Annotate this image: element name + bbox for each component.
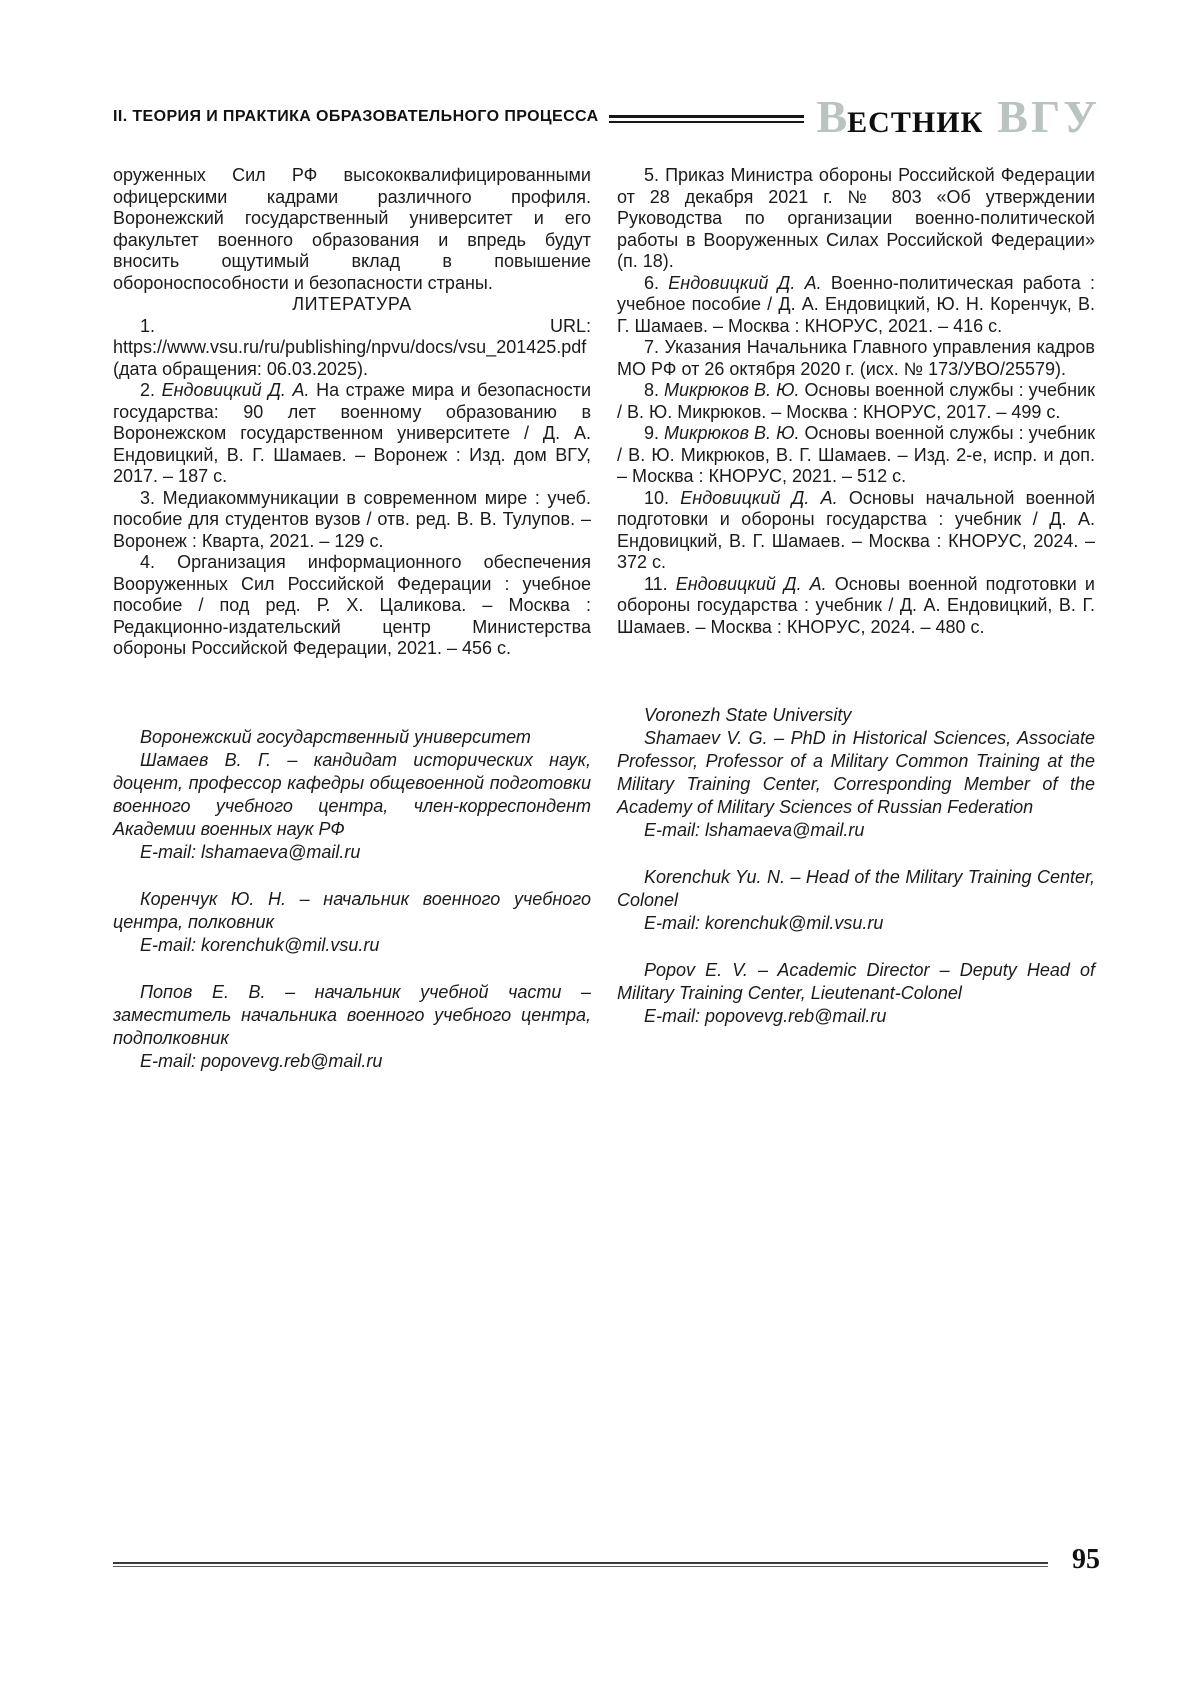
author-entry-popov-en <box>617 959 1095 1028</box>
reference-text: Военно-политическая работа : учебное пособие / Д. А. Ендовицкий, Ю. Н. Коренчук, В. Г. Шамаев. – Москва : КНОРУС, 2021. – 416 с. <box>617 272 1096 336</box>
author-entry-shamaev-en <box>617 727 1095 842</box>
affiliation-ru: Воронежский государственный университет <box>140 726 531 747</box>
reference-text: Медиакоммуникации в современном мире : учеб. пособие для студентов вузов / отв. ред. В. В. Тулупов. – Воронеж : Кварта, 2021. – 129 с. <box>113 487 591 551</box>
reference-text: URL: https://www.vsu.ru/ru/publishing/npvu/docs/vsu_201425.pdf (дата обращения: 06.03.2025). <box>113 315 591 379</box>
logo-initial-letter: В <box>816 91 848 142</box>
author-description: Shamaev V. G. – PhD in Historical Sciences, Associate Professor, Professor of a Military Common Training at the Military Training Center, Corresponding Member of the Academy of Military Sciences of Russian Federation <box>617 728 1095 817</box>
authors-info-en <box>617 704 1095 1028</box>
reference-number: 9. <box>644 423 665 443</box>
reference-item-3 <box>113 488 591 553</box>
reference-text: На страже мира и безопасности государства: 90 лет военному образованию в Воронежском государственном университете / Д. А. Ендовицкий, В. Г. Шамаев. – Воронеж : Изд. дом ВГУ, 2017. – 187 с. <box>113 380 592 486</box>
reference-item-10 <box>617 488 1095 574</box>
left-column <box>113 165 591 1073</box>
affiliation-en: Voronezh State University <box>644 705 852 725</box>
reference-item-1 <box>113 316 591 381</box>
author-email: E-mail: lshamaeva@mail.ru <box>140 841 361 862</box>
reference-authors: Ендовицкий Д. А. <box>161 380 317 400</box>
page-footer <box>113 1544 1100 1576</box>
author-email: E-mail: korenchuk@mil.vsu.ru <box>140 934 380 955</box>
page-header <box>113 91 1100 142</box>
reference-text: Основы военной службы : учебник / В. Ю. Микрюков, В. Г. Шамаев. – Изд. 2-е, испр. и доп. – Москва : КНОРУС, 2021. – 512 с. <box>617 423 1095 486</box>
page-number: 95 <box>1072 1544 1100 1575</box>
authors-info-ru <box>113 726 591 1073</box>
reference-number: 10. <box>644 487 681 508</box>
reference-item-8 <box>617 380 1095 423</box>
logo-word-rest: ЕСТНИК <box>847 106 984 139</box>
two-column-body <box>113 165 1095 1073</box>
reference-item-11 <box>617 574 1095 639</box>
reference-number: 4. <box>140 552 178 572</box>
reference-authors: Микрюков В. Ю. <box>664 380 805 400</box>
reference-item-5 <box>617 165 1095 273</box>
reference-number: 5. <box>644 165 666 185</box>
reference-item-7 <box>617 337 1095 380</box>
reference-authors: Микрюков В. Ю. <box>664 423 805 443</box>
reference-number: 8. <box>644 380 665 400</box>
author-entry-korenchuk-en <box>617 866 1095 935</box>
reference-authors: Ендовицкий Д. А. <box>668 272 831 293</box>
author-email: E-mail: lshamaeva@mail.ru <box>644 820 865 840</box>
intro-paragraph: оруженных Сил РФ высококвалифицированными офицерскими кадрами различного профиля. Воронежский государственный университет и его факультет военного образования и впредь будут вносить ощутимый вклад в повышение обороноспособности и безопасности страны. <box>113 165 591 293</box>
reference-number: 6. <box>644 272 669 293</box>
author-description: Попов Е. В. – начальник учебной части – заместитель начальника военного учебного центра, подполковник <box>113 981 591 1048</box>
reference-authors: Ендовицкий Д. А. <box>675 573 835 594</box>
reference-number: 7. <box>644 337 665 357</box>
author-description: Шамаев В. Г. – кандидат исторических наук, доцент, профессор кафедры общевоенной подготовки военного учебного центра, член-корреспондент Академии военных наук РФ <box>113 749 591 839</box>
author-email: E-mail: korenchuk@mil.vsu.ru <box>644 913 884 933</box>
reference-text: Организация информационного обеспечения Вооруженных Сил Российской Федерации : учебное пособие / под ред. Р. Х. Цаликова. – Москва : Редакционно-издательский центр Министерства обороны Российской Федерации, 2021. – 456 с. <box>113 552 591 658</box>
author-description: Popov E. V. – Academic Director – Deputy Head of Military Training Center, Lieutenant-Colonel <box>617 960 1095 1003</box>
reference-number: 11. <box>644 573 676 594</box>
author-email: E-mail: popovevg.reb@mail.ru <box>140 1050 383 1071</box>
author-description: Коренчук Ю. Н. – начальник военного учебного центра, полковник <box>113 888 591 932</box>
author-entry-popov-ru <box>113 981 591 1073</box>
reference-item-9 <box>617 423 1095 488</box>
reference-item-6 <box>617 273 1095 338</box>
logo-vgu: ВГУ <box>997 91 1100 142</box>
reference-authors: Ендовицкий Д. А. <box>680 487 849 508</box>
right-column <box>617 165 1095 1073</box>
author-entry-korenchuk-ru <box>113 888 591 957</box>
reference-text: Основы военной службы : учебник / В. Ю. Микрюков. – Москва : КНОРУС, 2017. – 499 с. <box>617 380 1095 422</box>
journal-logo <box>816 91 1100 142</box>
reference-number: 3. <box>140 487 163 508</box>
author-entry-shamaev-ru <box>113 749 591 864</box>
reference-text: Основы начальной военной подготовки и обороны государства : учебник / Д. А. Ендовицкий, В. Г. Шамаев. – Москва : КНОРУС, 2024. – 372 с. <box>617 487 1095 572</box>
author-description: Korenchuk Yu. N. – Head of the Military Training Center, Colonel <box>617 867 1095 910</box>
reference-number: 2. <box>140 380 162 400</box>
author-email: E-mail: popovevg.reb@mail.ru <box>644 1006 887 1026</box>
reference-text: Указания Начальника Главного управления кадров МО РФ от 26 октября 2020 г. (исх. № 173/УВО/25579). <box>617 337 1095 379</box>
reference-text: Основы военной подготовки и обороны государства : учебник / Д. А. Ендовицкий, В. Г. Шамаев. – Москва : КНОРУС, 2024. – 480 с. <box>617 573 1095 637</box>
literature-heading: ЛИТЕРАТУРА <box>292 294 412 314</box>
header-rule <box>609 115 805 123</box>
footer-rule <box>113 1562 1048 1567</box>
reference-number: 1. <box>140 315 550 336</box>
reference-item-2 <box>113 380 591 488</box>
reference-text: Приказ Министра обороны Российской Федерации от 28 декабря 2021 г. № 803 «Об утверждении Руководства по организации военно-политической работы в Вооруженных Силах Российской Федерации» (п. 18). <box>617 165 1095 271</box>
section-title: II. ТЕОРИЯ И ПРАКТИКА ОБРАЗОВАТЕЛЬНОГО ПРОЦЕССА <box>113 108 599 126</box>
reference-item-4 <box>113 552 591 660</box>
